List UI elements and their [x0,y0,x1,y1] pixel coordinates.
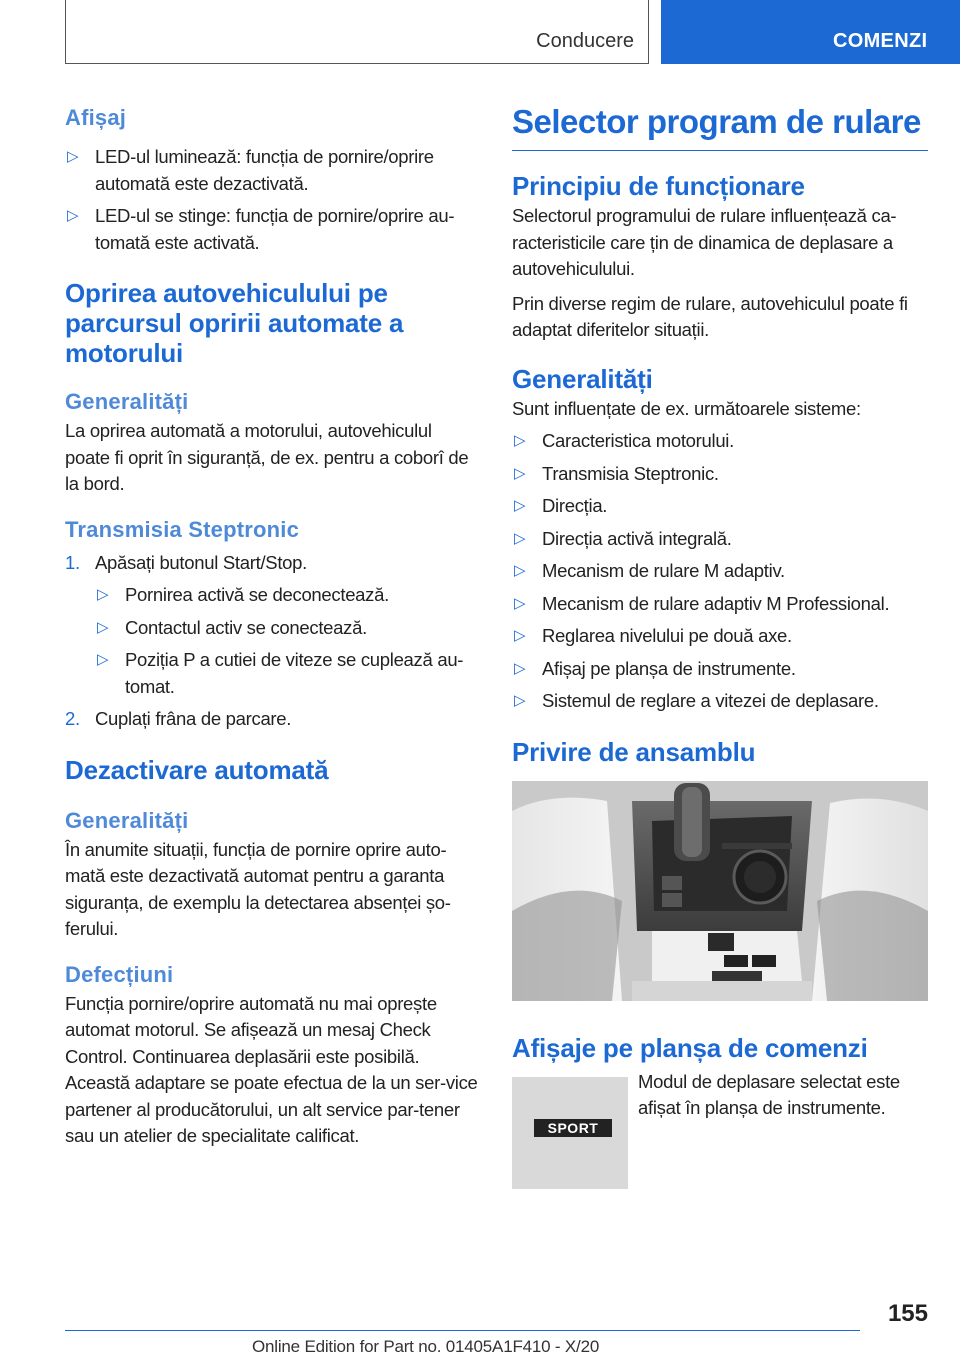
bullet-triangle-icon: ▷ [67,207,79,224]
afisaj-heading: Afișaj [65,105,127,130]
defectiuni-text: Funcția pornire/oprire automată nu mai oprește automat motorul. Se afișează un mesaj Check Control. Continuarea deplasării este posibilă. Această adaptare se poate efectua de la un ser‐vice partener al producătorului, un alt service par‐tener sau un atelier de specialitate calificat. [65,992,478,1146]
generalitati-heading-1: Generalități [65,389,189,414]
list-item: ▷ Poziția P a cutiei de viteze se cuplează au‐tomat. [97,649,464,697]
principiu-text-2: Prin diverse regim de rulare, autovehiculul poate fi adaptat diferitelor situații. [512,292,908,340]
header-section-label: Conducere [536,30,634,52]
bullet-triangle-icon: ▷ [514,692,526,709]
sport-display-image [512,1077,628,1189]
list-item: ▷ Caracteristica motorului. [512,428,928,455]
bullet-triangle-icon: ▷ [514,497,526,514]
generalitati-text-2: În anumite situații, funcția de pornire oprire auto‐mată este dezactivată automat pentru a garanta siguranța, de exemplu la detectarea absenței șo‐ferului. [65,838,451,939]
list-item: ▷ LED-ul luminează: funcția de pornire/oprire automată este dezactivată. [67,146,434,194]
step-number: 1. [65,551,80,573]
generalitati-heading-2: Generalități [65,807,189,833]
bullet-triangle-icon: ▷ [97,618,109,636]
list-item: ▷ Transmisia Steptronic. [512,461,928,488]
oprirea-heading: Oprirea autovehiculului pe parcursul opririi automate a motorului [65,278,404,368]
list-item: ▷ Mecanism de rulare adaptiv M Professional. [512,591,928,618]
list-item: ▷ Direcția activă integrală. [512,526,928,553]
list-item: ▷ Sistemul de reglare a vitezei de deplasare. [512,688,928,715]
defectiuni-heading: Defecțiuni [65,961,174,987]
footer-edition: Online Edition for Part no. 01405A1F410 - X/20 [252,1337,600,1356]
page-number: 155 [887,1300,928,1327]
step-sublist [95,582,479,700]
generalitati-text-1: La oprirea automată a motorului, autovehiculul poate fi oprit în siguranță, de ex. pentru a coborî de la bord. [65,420,469,494]
bullet-triangle-icon: ▷ [67,148,79,165]
bullet-triangle-icon: ▷ [514,627,526,644]
gear-selector-photo [512,781,928,1001]
list-item: ▷ Pornirea activă se deconectează. [95,582,479,609]
center-console-illustration [512,781,928,1001]
page-title: Selector program de rulare [512,100,928,151]
list-item: ▷ Direcția. [512,493,928,520]
right-column [512,100,928,1189]
header-section-tab [65,0,649,64]
principiu-text-1: Selectorul programului de rulare influențează ca‐racteristicile care țin de dinamica de deplasare a autovehiculului. [512,205,897,279]
list-item: ▷ Afișaj pe planșa de instrumente. [512,656,928,683]
sport-mode-label: SPORT [534,1119,612,1137]
afisaj-list [65,144,479,256]
bullet-triangle-icon: ▷ [514,594,526,612]
afisaje-block [512,1070,928,1189]
afisaje-heading: Afișaje pe planșa de comenzi [512,1032,868,1063]
steptronic-steps [65,550,479,733]
bullet-triangle-icon: ▷ [514,562,526,579]
list-item: ▷ Reglarea nivelului pe două axe. [512,623,928,650]
privire-heading: Privire de ansamblu [512,736,756,767]
footer-rule [65,1330,860,1331]
bullet-triangle-icon: ▷ [514,529,526,547]
step-item: 1. Apăsați butonul Start/Stop. ▷ Pornirea activă se deconectează. ▷ Contactul activ se conectează. ▷ Poziția P a cutiei de viteze se cuplează au‐tomat. [65,550,479,701]
left-column [65,100,479,1150]
bullet-triangle-icon: ▷ [514,432,526,449]
step-item: 2. Cuplați frâna de parcare. [65,706,479,733]
generalitati-heading-right: Generalități [512,363,653,394]
list-item: ▷ LED-ul se stinge: funcția de pornire/oprire au‐tomată este activată. [67,205,455,253]
list-item: ▷ Contactul activ se conectează. [95,615,479,642]
bullet-triangle-icon: ▷ [514,464,526,482]
afisaje-text: Modul de deplasare selectat este afișat în planșa de instrumente. [638,1070,900,1118]
bullet-triangle-icon: ▷ [514,659,526,677]
bullet-triangle-icon: ▷ [97,586,109,603]
header-chapter-label: COMENZI [833,30,928,52]
generalitati-list [512,428,928,715]
header-chapter-tab [661,0,960,64]
list-item: ▷ Mecanism de rulare M adaptiv. [512,558,928,585]
step-number: 2. [65,708,80,729]
steptronic-heading: Transmisia Steptronic [65,516,300,542]
dezactivare-heading: Dezactivare automată [65,754,329,785]
principiu-heading: Principiu de funcționare [512,171,805,201]
bullet-triangle-icon: ▷ [97,651,109,668]
generalitati-intro: Sunt influențate de ex. următoarele sisteme: [512,397,861,419]
